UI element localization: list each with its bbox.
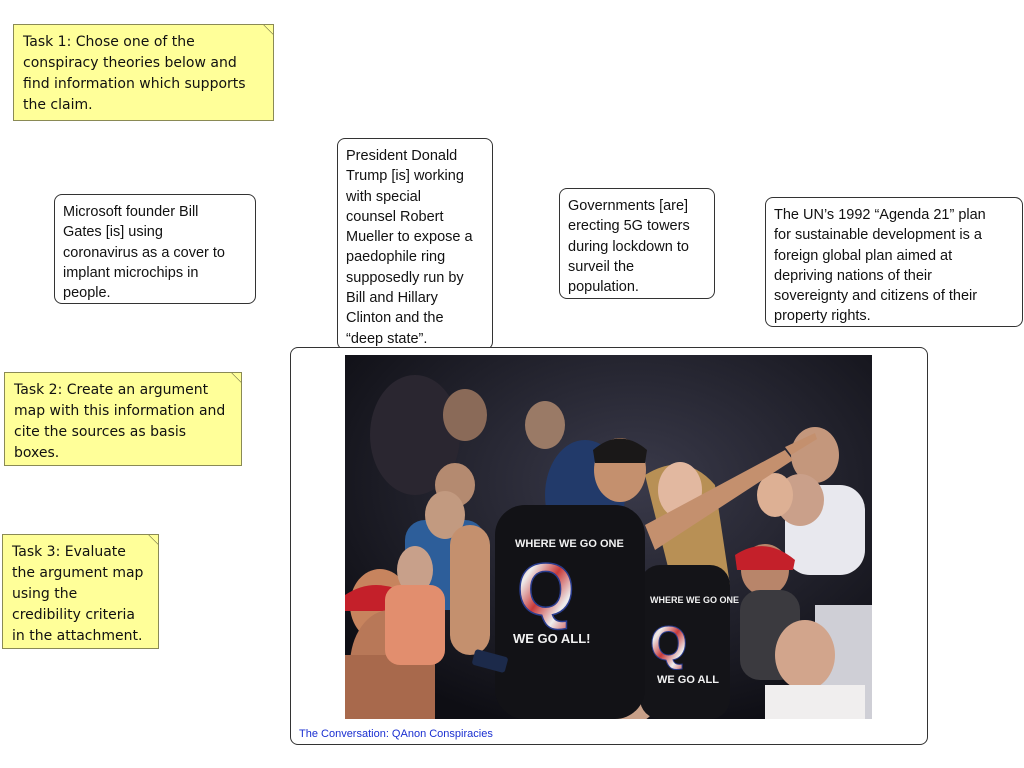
task-1-line: conspiracy theories below and (23, 55, 237, 71)
claim-line: during lockdown to (568, 238, 689, 255)
shirt-2-top-text: WHERE WE GO ONE (650, 595, 740, 605)
claim-line: President Donald (346, 148, 458, 164)
task-2-line: Task 2: Create an argument (14, 382, 209, 398)
image-card[interactable] (290, 347, 928, 745)
note-fold-corner (148, 534, 159, 545)
claim-box-agenda-21[interactable] (765, 197, 1023, 327)
task-2-line: cite the sources as basis (14, 424, 187, 440)
claim-line: people. (63, 285, 111, 302)
claim-line: Governments [are] (568, 198, 689, 214)
claim-line: property rights. (774, 308, 871, 325)
claim-line: foreign global plan aimed at (774, 247, 953, 264)
task-3-line: credibility criteria (12, 607, 135, 623)
claim-box-bill-gates[interactable] (54, 194, 256, 304)
claim-line: coronavirus as a cover to (63, 244, 225, 261)
claim-line: implant microchips in (63, 264, 199, 281)
task-1-line: the claim. (23, 97, 93, 113)
note-fold-corner (231, 372, 242, 383)
claim-line: Mueller to expose a (346, 229, 473, 246)
task-3-line: Task 3: Evaluate (12, 544, 126, 560)
claim-line: counsel Robert (346, 208, 444, 225)
claim-line: “deep state”. (346, 330, 428, 347)
source-link[interactable]: The Conversation: QAnon Conspiracies (299, 728, 493, 740)
shirt-letter: Q (517, 548, 575, 631)
task-3-line: the argument map (12, 565, 144, 581)
shirt-bottom-text: WE GO ALL! (513, 631, 591, 646)
task-1-line: Task 1: Chose one of the (23, 34, 195, 50)
claim-line: for sustainable development is a (774, 227, 982, 244)
claim-box-5g-towers[interactable] (559, 188, 715, 299)
claim-line: surveil the (568, 258, 635, 275)
shirt-2-bottom-text: WE GO ALL (657, 674, 719, 686)
claim-line: Bill and Hillary (346, 290, 438, 307)
claim-line: paedophile ring (346, 249, 446, 266)
claim-line: with special (346, 188, 421, 205)
claim-line: supposedly run by (346, 269, 464, 286)
claim-line: population. (568, 279, 639, 296)
claim-box-trump-mueller[interactable] (337, 138, 493, 350)
note-fold-corner (263, 24, 274, 35)
task-2-line: map with this information and (14, 403, 226, 419)
shirt-top-text: WHERE WE GO ONE (515, 538, 624, 550)
claim-line: depriving nations of their (774, 267, 932, 284)
claim-line: Microsoft founder Bill (63, 204, 199, 220)
claim-line: Gates [is] using (63, 224, 163, 241)
claim-line: Trump [is] working (346, 168, 464, 185)
task-1-note[interactable] (13, 24, 274, 121)
task-3-note[interactable] (2, 534, 159, 649)
task-2-note[interactable] (4, 372, 242, 466)
rally-photo (345, 355, 872, 719)
task-2-line: boxes. (14, 445, 60, 461)
task-1-line: find information which supports (23, 76, 246, 92)
claim-line: erecting 5G towers (568, 218, 690, 235)
claim-line: The UN’s 1992 “Agenda 21” plan (774, 207, 986, 223)
claim-line: sovereignty and citizens of their (774, 288, 978, 305)
claim-line: Clinton and the (346, 310, 444, 327)
shirt-2-letter: Q (650, 618, 688, 671)
task-3-line: in the attachment. (12, 628, 143, 644)
task-3-line: using the (12, 586, 78, 602)
